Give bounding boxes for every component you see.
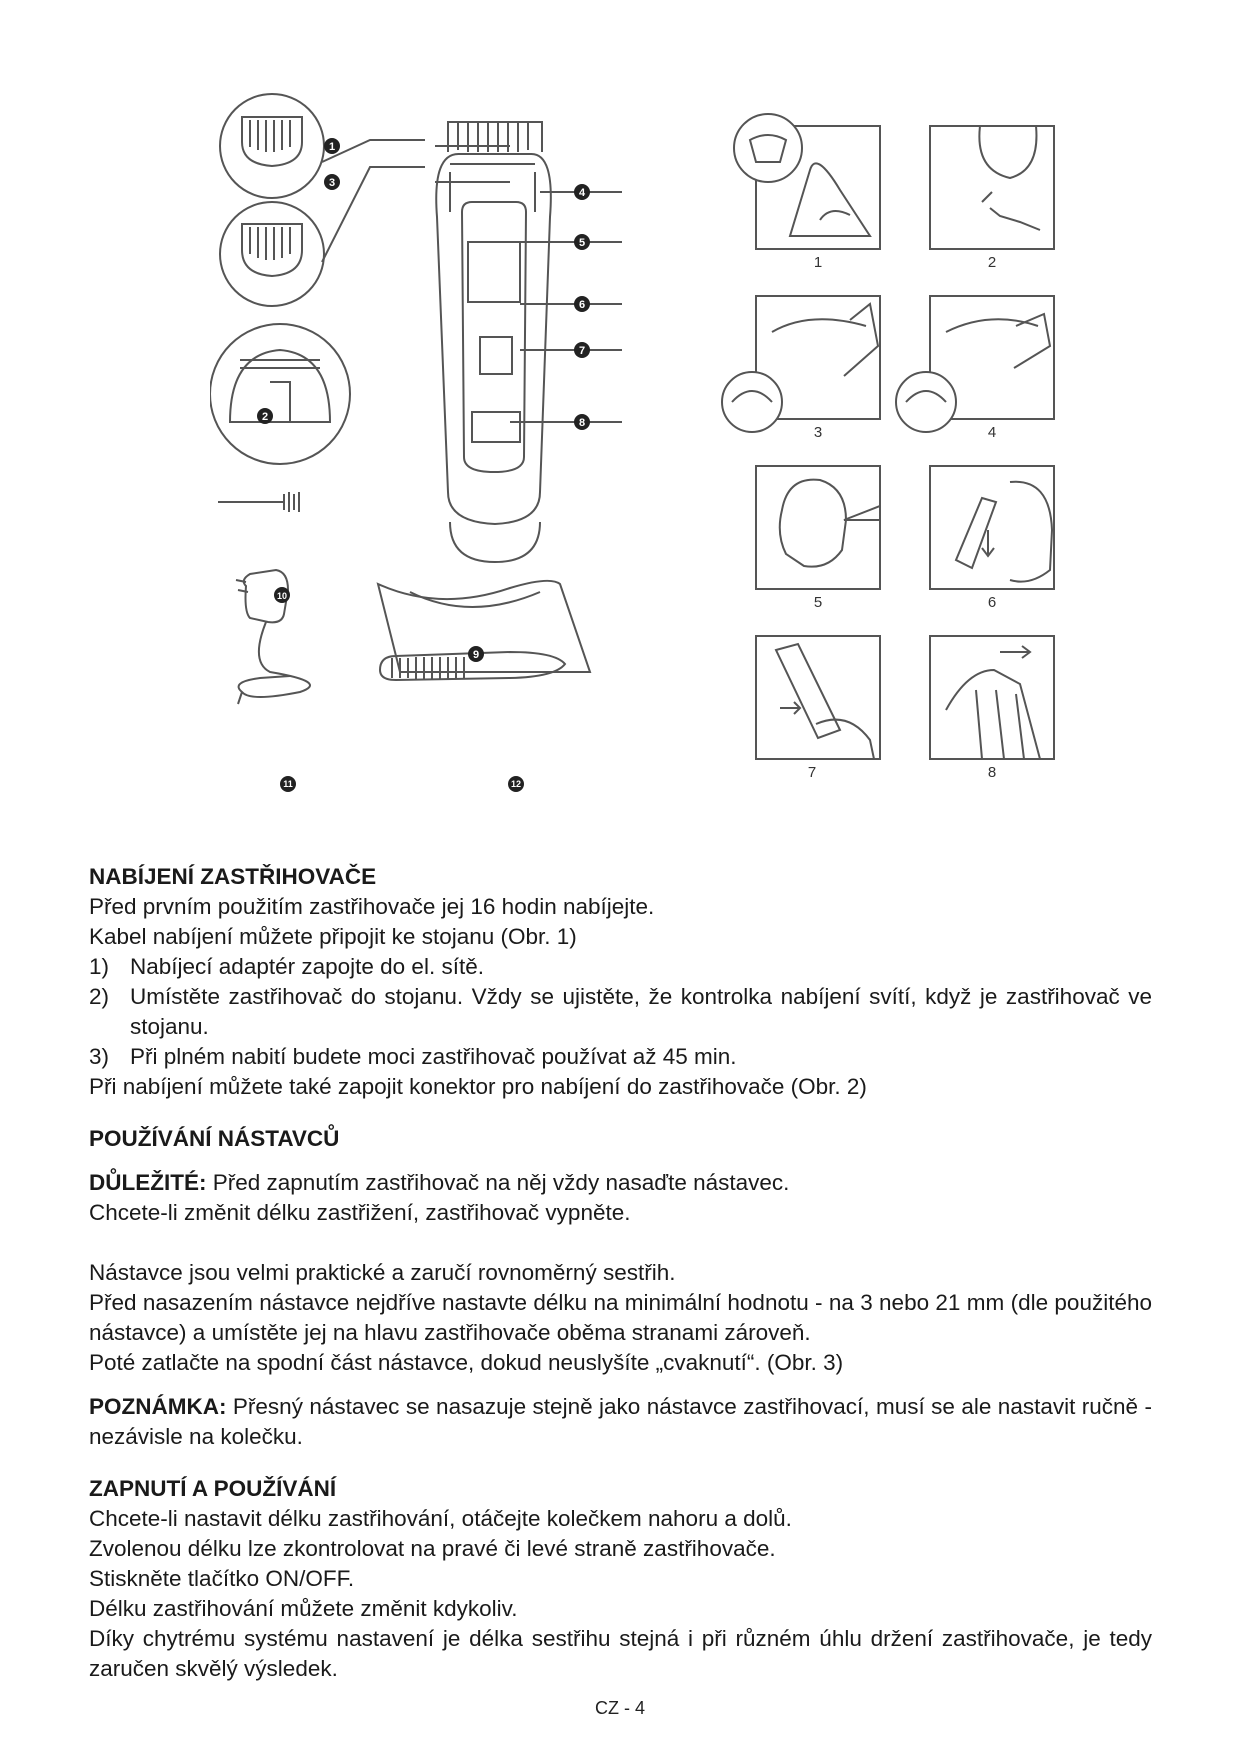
important-paragraph [89, 1168, 1152, 1198]
callout-5: 5 [578, 237, 586, 249]
usage-line-1: Chcete-li nastavit délku zastřihování, otáčejte kolečkem nahoru a dolů. [89, 1506, 792, 1531]
callout-2: 2 [261, 411, 269, 423]
step-text: Umístěte zastřihovač do stojanu. Vždy se ujistěte, že kontrolka nabíjení svítí, když je zastřihovač ve stojanu. [130, 984, 1152, 1039]
callout-12: 12 [510, 779, 522, 789]
charging-step-1 [89, 952, 1152, 982]
panel-number-3: 3 [813, 424, 823, 441]
instructions-text [89, 862, 1152, 1684]
panel-number-7: 7 [807, 764, 817, 781]
important-text: Před zapnutím zastřihovač na něj vždy nasaďte nástavec. [206, 1170, 790, 1195]
note-label: POZNÁMKA: [89, 1394, 227, 1419]
charging-line-1: Před prvním použitím zastřihovače jej 16 hodin nabíjejte. [89, 894, 655, 919]
usage-diagram [720, 110, 1080, 790]
page-number: CZ - 4 [594, 1698, 645, 1718]
heading-attachments: POUŽÍVÁNÍ NÁSTAVCŮ [89, 1126, 340, 1151]
heading-usage: ZAPNUTÍ A POUŽÍVÁNÍ [89, 1476, 337, 1501]
charging-line-2: Kabel nabíjení můžete připojit ke stojanu (Obr. 1) [89, 924, 577, 949]
callout-10: 10 [276, 591, 288, 601]
panel-number-8: 8 [987, 764, 997, 781]
usage-line-5: Díky chytrému systému nastavení je délka sestřihu stejná i při různém úhlu držení zastřihovače, je tedy zaručen skvělý výsledek. [89, 1626, 1152, 1681]
section-usage [89, 1474, 1152, 1684]
panel-number-5: 5 [813, 594, 823, 611]
callout-6: 6 [578, 299, 586, 311]
important-label: DŮLEŽITÉ: [89, 1170, 207, 1195]
step-text: Nabíjecí adaptér zapojte do el. sítě. [130, 954, 484, 979]
panel-number-2: 2 [987, 254, 997, 271]
step-text: Při plném nabití budete moci zastřihovač používat až 45 min. [130, 1044, 737, 1069]
panel-number-6: 6 [987, 594, 997, 611]
step-number: 2) [89, 984, 110, 1009]
callout-8: 8 [578, 417, 586, 429]
attachments-para-3: Poté zatlačte na spodní část nástavce, dokud neuslyšíte „cvaknutí“. (Obr. 3) [89, 1350, 844, 1375]
attachments-line-2: Chcete-li změnit délku zastřižení, zastřihovač vypněte. [89, 1200, 631, 1225]
section-charging [89, 862, 1152, 1102]
callout-4: 4 [578, 187, 586, 199]
usage-line-2: Zvolenou délku lze zkontrolovat na pravé či levé straně zastřihovače. [89, 1536, 776, 1561]
charging-closing: Při nabíjení můžete také zapojit konektor pro nabíjení do zastřihovače (Obr. 2) [89, 1074, 867, 1099]
section-attachments [89, 1124, 1152, 1452]
heading-charging: NABÍJENÍ ZASTŘIHOVAČE [89, 864, 377, 889]
panel-number-4: 4 [987, 424, 997, 441]
attachments-para-1: Nástavce jsou velmi praktické a zaručí rovnoměrný sestřih. [89, 1260, 676, 1285]
step-number: 3) [89, 1044, 110, 1069]
attachments-para-2: Před nasazením nástavce nejdříve nastavte délku na minimální hodnotu - na 3 nebo 21 mm (dle použitého nástavce) a umístěte jej na hlavu zastřihovače oběma stranami zároveň. [89, 1290, 1152, 1345]
charging-step-2 [89, 982, 1152, 1042]
callout-3: 3 [328, 177, 336, 189]
step-number: 1) [89, 954, 110, 979]
callout-9: 9 [472, 649, 480, 661]
callout-1: 1 [328, 141, 336, 153]
note-paragraph [89, 1392, 1152, 1452]
panel-number-1: 1 [813, 254, 823, 271]
parts-diagram [210, 92, 630, 812]
callout-7: 7 [578, 345, 586, 357]
usage-line-3: Stiskněte tlačítko ON/OFF. [89, 1566, 355, 1591]
callout-11: 11 [283, 779, 293, 789]
usage-line-4: Délku zastřihování můžete změnit kdykoliv. [89, 1596, 518, 1621]
note-text: Přesný nástavec se nasazuje stejně jako nástavce zastřihovací, musí se ale nastavit ručně - nezávisle na kolečku. [89, 1394, 1152, 1449]
charging-step-3 [89, 1042, 1152, 1072]
